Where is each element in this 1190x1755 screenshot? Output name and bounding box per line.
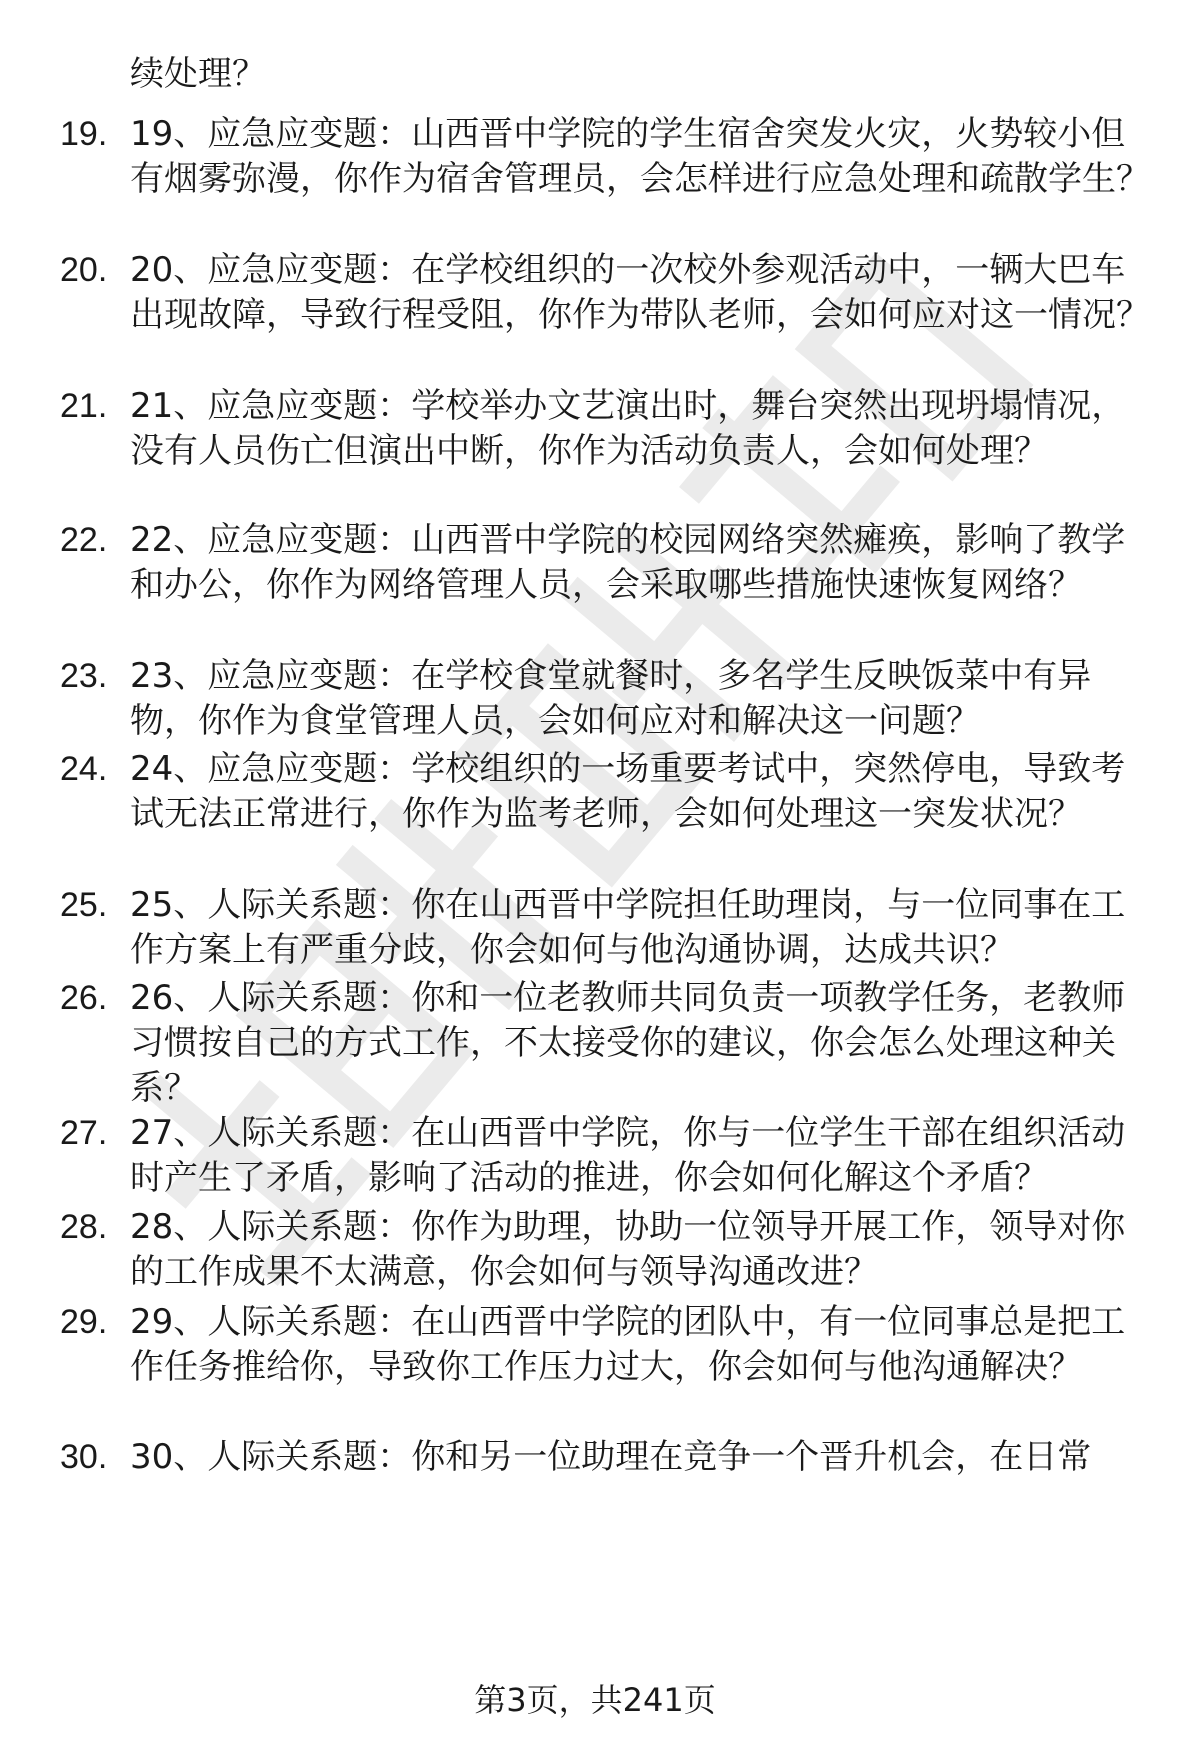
question-text: 24、应急应变题：学校组织的一场重要考试中，突然停电，导致考试无法正常进行，你作为监考老师，会如何处理这一突发状况？ xyxy=(130,749,1126,834)
question-number: 19. xyxy=(60,115,108,153)
question-number: 28. xyxy=(60,1208,108,1246)
question-number: 21. xyxy=(60,387,108,425)
question-number: 29. xyxy=(60,1303,108,1341)
question-number: 20. xyxy=(60,251,108,289)
question-number: 27. xyxy=(60,1114,108,1152)
question-text: 27、人际关系题：在山西晋中学院，你与一位学生干部在组织活动时产生了矛盾，影响了活动的推进，你会如何化解这个矛盾？ xyxy=(130,1113,1126,1198)
question-text: 25、人际关系题：你在山西晋中学院担任助理岗，与一位同事在工作方案上有严重分歧，你会如何与他沟通协调，达成共识？ xyxy=(130,885,1126,970)
question-text: 23、应急应变题：在学校食堂就餐时，多名学生反映饭菜中有异物，你作为食堂管理人员，会如何应对和解决这一问题？ xyxy=(130,656,1092,741)
question-text: 28、人际关系题：你作为助理，协助一位领导开展工作，领导对你的工作成果不太满意，你会如何与领导沟通改进？ xyxy=(130,1207,1126,1292)
question-text: 22、应急应变题：山西晋中学院的校园网络突然瘫痪，影响了教学和办公，你作为网络管理人员，会采取哪些措施快速恢复网络？ xyxy=(130,520,1126,605)
question-number: 30. xyxy=(60,1438,108,1476)
question-text: 29、人际关系题：在山西晋中学院的团队中，有一位同事总是把工作任务推给你，导致你工作压力过大，你会如何与他沟通解决？ xyxy=(130,1302,1126,1387)
question-number: 25. xyxy=(60,886,108,924)
question-number: 22. xyxy=(60,521,108,559)
continued-question-text: 续处理？ xyxy=(130,54,266,94)
question-text: 21、应急应变题：学校举办文艺演出时，舞台突然出现坍塌情况，没有人员伤亡但演出中断，你作为活动负责人，会如何处理？ xyxy=(130,386,1126,471)
question-number: 26. xyxy=(60,979,108,1017)
question-text: 26、人际关系题：你和一位老教师共同负责一项教学任务，老教师习惯按自己的方式工作，不太接受你的建议，你会怎么处理这种关系？ xyxy=(130,978,1126,1108)
question-text: 20、应急应变题：在学校组织的一次校外参观活动中，一辆大巴车出现故障，导致行程受阻，你作为带队老师，会如何应对这一情况？ xyxy=(130,250,1150,335)
question-number: 24. xyxy=(60,750,108,788)
page-number-footer: 第3页，共241页 xyxy=(474,1681,716,1719)
question-number: 23. xyxy=(60,657,108,695)
question-text: 30、人际关系题：你和另一位助理在竞争一个晋升机会，在日常 xyxy=(130,1437,1092,1477)
question-text: 19、应急应变题：山西晋中学院的学生宿舍突发火灾，火势较小但有烟雾弥漫，你作为宿舍管理员，会怎样进行应急处理和疏散学生？ xyxy=(130,114,1150,199)
